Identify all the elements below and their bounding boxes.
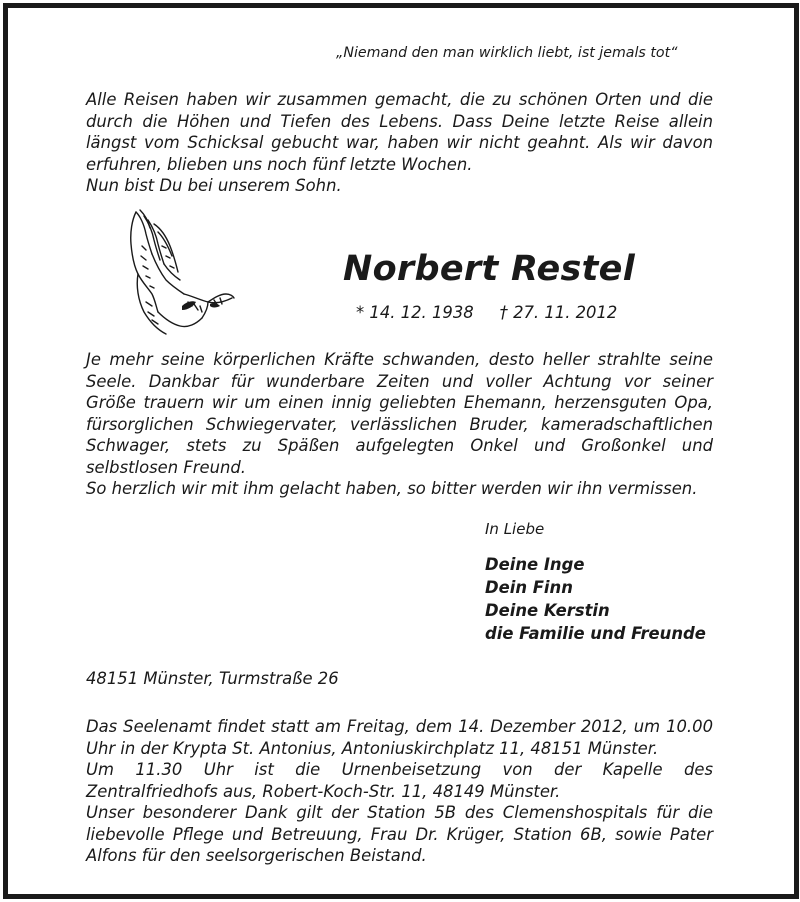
tribute-line: So herzlich wir mit ihm gelacht haben, so bitter werden wir ihn vermissen. [86, 479, 698, 498]
mourner-name: Deine Inge [485, 555, 585, 574]
epigraph-quote: „Niemand den man wirklich liebt, ist jemals tot“ [336, 45, 678, 61]
intro-line: längst vom Schicksal gebucht war, haben wir nicht geahnt. Als wir davon [86, 133, 713, 152]
intro-paragraph [86, 89, 713, 197]
intro-line: erfuhren, blieben uns noch fünf letzte Wochen. [86, 154, 473, 174]
death-date: † 27. 11. 2012 [499, 303, 618, 322]
service-paragraph [86, 716, 713, 867]
service-line: Alfons für den seelsorgerischen Beistand. [86, 846, 427, 865]
tribute-line: Je mehr seine körperlichen Kräfte schwanden, desto heller strahlte seine [86, 350, 713, 369]
birth-date: * 14. 12. 1938 [356, 303, 474, 322]
mourner-name: die Familie und Freunde [485, 624, 706, 643]
service-line: liebevolle Pflege und Betreuung, Frau Dr. Krüger, Station 6B, sowie Pater [86, 824, 713, 844]
service-line: Uhr in der Krypta St. Antonius, Antoniuskirchplatz 11, 48151 Münster. [86, 738, 659, 758]
mourners-list [485, 553, 706, 645]
life-dates [356, 302, 617, 324]
service-line: Unser besonderer Dank gilt der Station 5B des Clemenshospitals für die [86, 803, 713, 822]
closing-phrase: In Liebe [485, 520, 545, 538]
intro-line: Alle Reisen haben wir zusammen gemacht, die zu schönen Orten und die [86, 90, 713, 109]
tribute-line: Seele. Dankbar für wunderbare Zeiten und voller Achtung vor seiner [86, 371, 713, 391]
tribute-paragraph [86, 349, 713, 500]
tribute-line: selbstlosen Freund. [86, 457, 246, 477]
tribute-line: Größe trauern wir um einen innig geliebten Ehemann, herzensguten Opa, [86, 393, 713, 412]
deceased-name: Norbert Restel [343, 249, 636, 289]
service-line: Um 11.30 Uhr ist die Urnenbeisetzung von der Kapelle des [86, 760, 713, 779]
mourner-name: Deine Kerstin [485, 601, 610, 620]
family-address: 48151 Münster, Turmstraße 26 [86, 669, 339, 688]
mourner-name: Dein Finn [485, 578, 573, 597]
praying-hands-icon [122, 206, 236, 338]
intro-line: Nun bist Du bei unserem Sohn. [86, 176, 342, 195]
tribute-line: fürsorglichen Schwiegervater, verlässlichen Bruder, kameradschaftlichen [86, 414, 713, 434]
service-line: Das Seelenamt findet statt am Freitag, dem 14. Dezember 2012, um 10.00 [86, 717, 713, 736]
service-line: Zentralfriedhofs aus, Robert-Koch-Str. 11, 48149 Münster. [86, 781, 561, 801]
tribute-line: Schwager, stets zu Späßen aufgelegten Onkel und Großonkel und [86, 436, 713, 455]
intro-line: durch die Höhen und Tiefen des Lebens. Dass Deine letzte Reise allein [86, 111, 713, 131]
